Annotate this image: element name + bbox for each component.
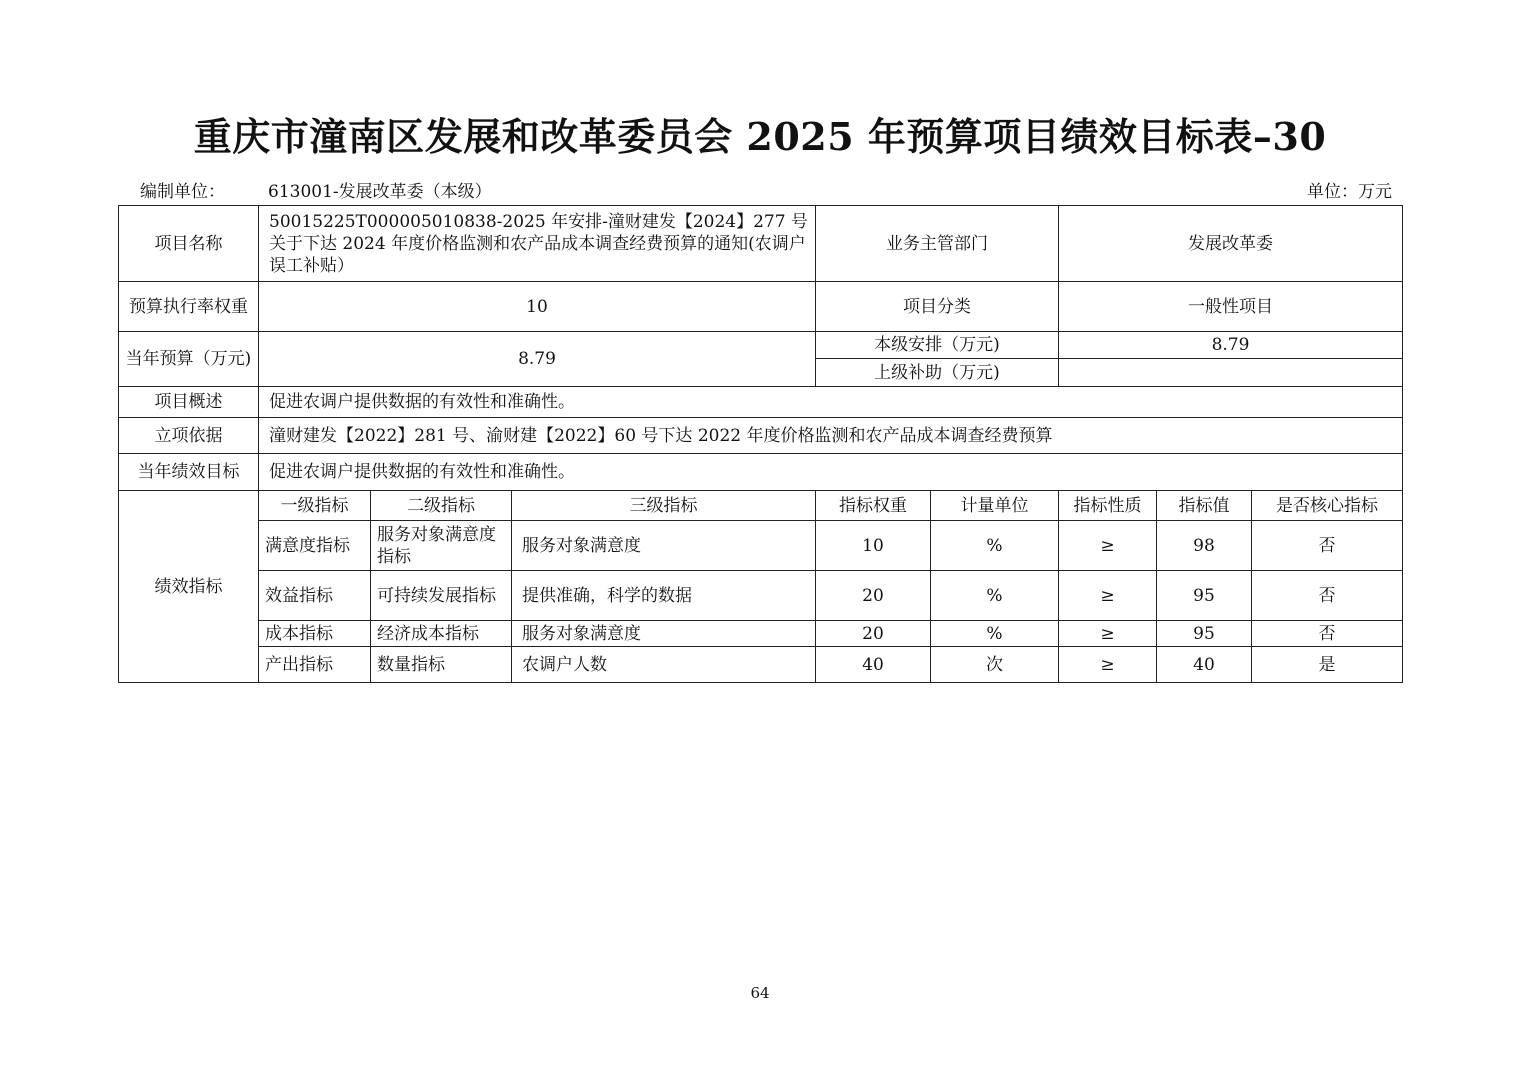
category-label: 项目分类 [816, 282, 1059, 332]
header-nature: 指标性质 [1059, 491, 1157, 521]
level2-cell: 服务对象满意度指标 [371, 521, 512, 571]
upper-label: 上级补助（万元) [816, 359, 1059, 387]
value-cell: 40 [1157, 647, 1252, 683]
basis-value: 潼财建发【2022】281 号、渝财建【2022】60 号下达 2022 年度价格监测和农产品成本调查经费预算 [259, 418, 1403, 454]
indicator-row [119, 621, 1403, 647]
overview-label: 项目概述 [119, 387, 259, 418]
project-name-value: 50015225T000005010838-2025 年安排-潼财建发【2024】277 号关于下达 2024 年度价格监测和农产品成本调查经费预算的通知(农调户误工补贴） [259, 206, 816, 282]
weight-cell: 20 [816, 621, 931, 647]
goal-label: 当年绩效目标 [119, 454, 259, 491]
level3-cell: 服务对象满意度 [512, 521, 816, 571]
value-cell: 95 [1157, 571, 1252, 621]
local-value: 8.79 [1059, 332, 1403, 359]
level1-cell: 效益指标 [259, 571, 371, 621]
overview-value: 促进农调户提供数据的有效性和准确性。 [259, 387, 1403, 418]
value-cell: 98 [1157, 521, 1252, 571]
weight-cell: 20 [816, 571, 931, 621]
level1-cell: 满意度指标 [259, 521, 371, 571]
value-cell: 95 [1157, 621, 1252, 647]
page-number: 64 [750, 984, 770, 1002]
category-value: 一般性项目 [1059, 282, 1403, 332]
header-level3: 三级指标 [512, 491, 816, 521]
compile-unit-value: 613001-发展改革委（本级） [268, 182, 492, 202]
level3-cell: 提供准确，科学的数据 [512, 571, 816, 621]
level2-cell: 数量指标 [371, 647, 512, 683]
level2-cell: 可持续发展指标 [371, 571, 512, 621]
goal-value: 促进农调户提供数据的有效性和准确性。 [259, 454, 1403, 491]
header-weight: 指标权重 [816, 491, 931, 521]
header-unit: 计量单位 [931, 491, 1059, 521]
compile-unit-label: 编制单位： [140, 182, 225, 202]
header-level2: 二级指标 [371, 491, 512, 521]
core-cell: 否 [1252, 521, 1403, 571]
unit-cell: % [931, 621, 1059, 647]
unit-cell: 次 [931, 647, 1059, 683]
level3-cell: 服务对象满意度 [512, 621, 816, 647]
level3-cell: 农调户人数 [512, 647, 816, 683]
header-level1: 一级指标 [259, 491, 371, 521]
core-cell: 是 [1252, 647, 1403, 683]
level2-cell: 经济成本指标 [371, 621, 512, 647]
dept-value: 发展改革委 [1059, 206, 1403, 282]
core-cell: 否 [1252, 571, 1403, 621]
page-title: 重庆市潼南区发展和改革委员会 2025 年预算项目绩效目标表–30 [193, 114, 1327, 159]
weight-cell: 40 [816, 647, 931, 683]
basis-label: 立项依据 [119, 418, 259, 454]
exec-rate-label: 预算执行率权重 [119, 282, 259, 332]
nature-cell: ≥ [1059, 521, 1157, 571]
upper-value [1059, 359, 1403, 387]
level1-cell: 成本指标 [259, 621, 371, 647]
nature-cell: ≥ [1059, 571, 1157, 621]
performance-table [118, 205, 1403, 683]
perf-label: 绩效指标 [119, 491, 259, 683]
project-name-label: 项目名称 [119, 206, 259, 282]
dept-label: 业务主管部门 [816, 206, 1059, 282]
core-cell: 否 [1252, 621, 1403, 647]
weight-cell: 10 [816, 521, 931, 571]
unit-cell: % [931, 571, 1059, 621]
level1-cell: 产出指标 [259, 647, 371, 683]
indicator-row [119, 521, 1403, 571]
budget-value: 8.79 [259, 332, 816, 387]
exec-rate-value: 10 [259, 282, 816, 332]
indicator-row [119, 571, 1403, 621]
indicator-row [119, 647, 1403, 683]
currency-unit: 单位：万元 [1307, 182, 1392, 202]
budget-label: 当年预算（万元) [119, 332, 259, 387]
nature-cell: ≥ [1059, 621, 1157, 647]
local-label: 本级安排（万元) [816, 332, 1059, 359]
header-core: 是否核心指标 [1252, 491, 1403, 521]
nature-cell: ≥ [1059, 647, 1157, 683]
header-value: 指标值 [1157, 491, 1252, 521]
unit-cell: % [931, 521, 1059, 571]
